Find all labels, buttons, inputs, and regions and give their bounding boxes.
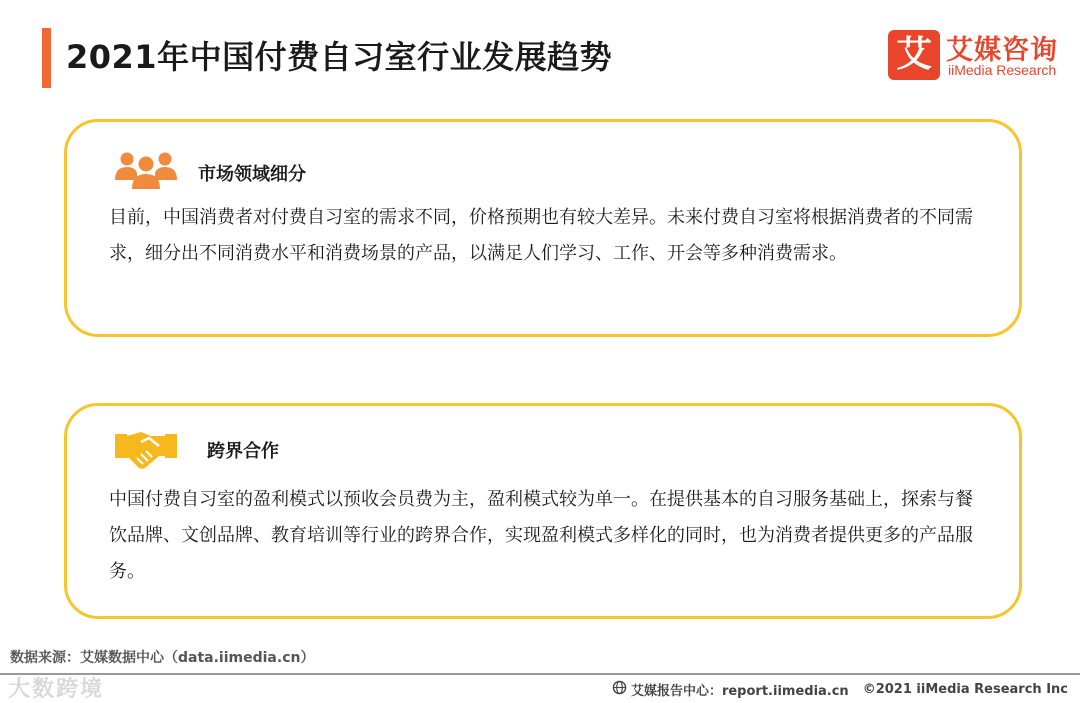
handshake-icon: [115, 428, 177, 476]
footer-divider: [0, 673, 1080, 675]
watermark-text: 大数跨境: [8, 677, 105, 702]
logo-mark-glyph: 艾: [895, 34, 932, 75]
logo-name-cn: 艾媒咨询: [946, 35, 1058, 66]
globe-icon: [612, 680, 627, 699]
footer-info: [612, 680, 1068, 699]
logo-name-en: iiMedia Research: [948, 62, 1057, 78]
card-heading: 市场领域细分: [198, 164, 306, 185]
card-heading: 跨界合作: [207, 441, 279, 462]
trend-card-market-segmentation: [64, 119, 1022, 337]
brand-logo: [888, 28, 1063, 84]
logo-mark: [888, 30, 940, 80]
report-center-link[interactable]: 艾媒报告中心：report.iimedia.cn: [630, 684, 849, 699]
data-source-note: 数据来源：艾媒数据中心（data.iimedia.cn）: [10, 650, 315, 666]
title-accent-bar: [42, 28, 51, 88]
card-body-text: 中国付费自习室的盈利模式以预收会员费为主，盈利模式较为单一。在提供基本的自习服务基础上，探索与餐饮品牌、文创品牌、教育培训等行业的跨界合作，实现盈利模式多样化的同时，也为消费者提供更多的产品服务。: [109, 489, 973, 582]
page-title: 2021年中国付费自习室行业发展趋势: [66, 38, 613, 76]
people-group-icon: [113, 150, 179, 194]
card-body-text: 目前，中国消费者对付费自习室的需求不同，价格预期也有较大差异。未来付费自习室将根据消费者的不同需求，细分出不同消费水平和消费场景的产品，以满足人们学习、工作、开会等多种消费需求。: [109, 207, 973, 264]
copyright-text: ©2021 iiMedia Research Inc: [862, 682, 1068, 697]
trend-card-cross-border-cooperation: [64, 403, 1022, 619]
